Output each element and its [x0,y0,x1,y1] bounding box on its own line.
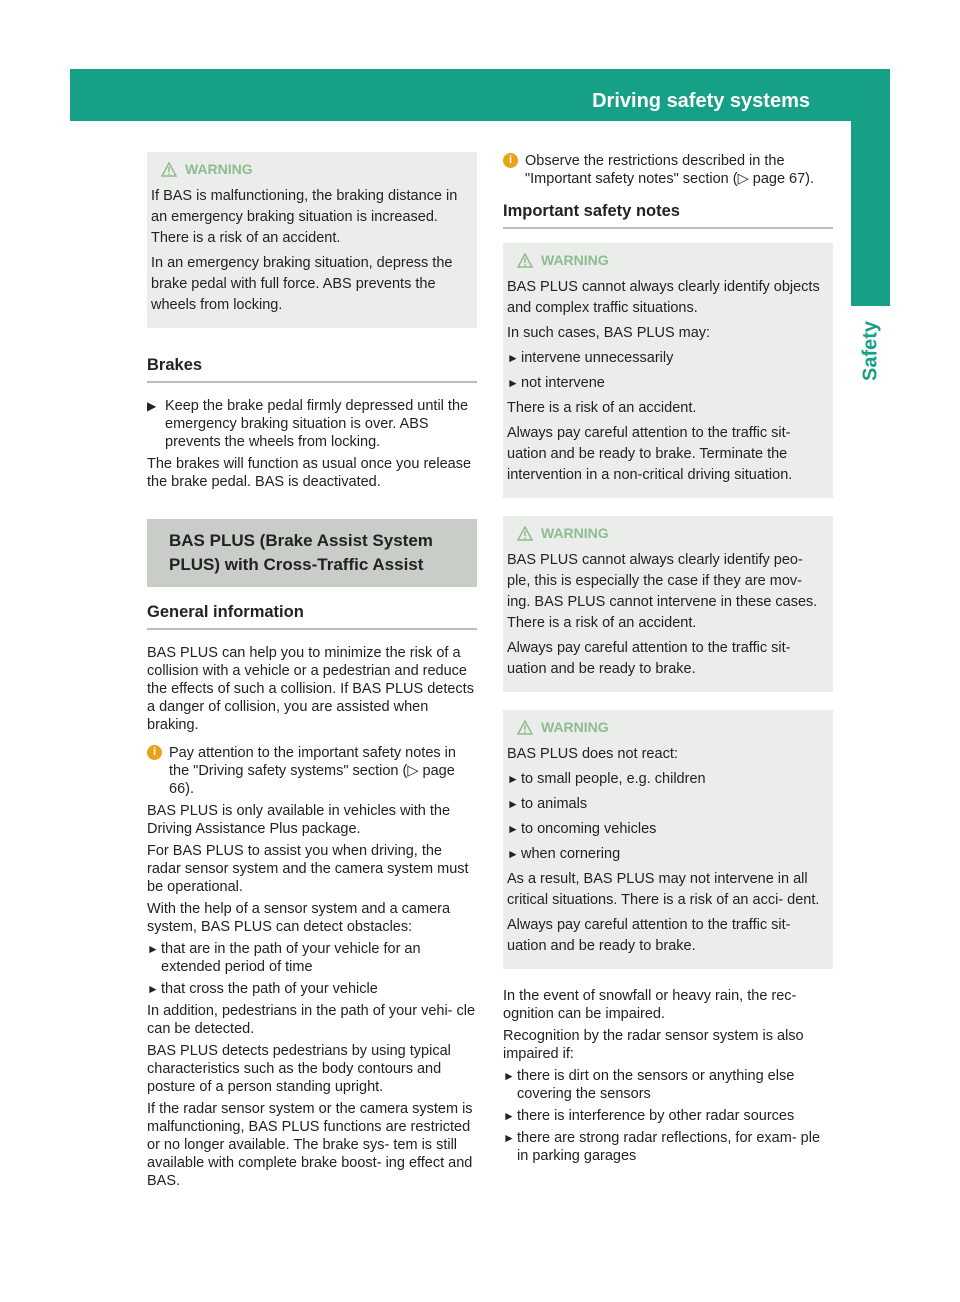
list-item-text: there are strong radar reflections, for exam- ple in parking garages [517,1130,821,1164]
list-item-text: there is dirt on the sensors or anything else covering the sensors [517,1068,795,1102]
info-text: Pay attention to the important safety notes in the "Driving safety systems" section (▷ page 66). [169,745,456,797]
bullet-icon: ► [147,982,159,996]
warning-label: WARNING [541,719,609,735]
list-item-text: there is interference by other radar sources [517,1108,795,1124]
header-bar [70,69,941,121]
warning-text: Always pay careful attention to the traffic sit- uation and be ready to brake. [507,917,791,954]
major-heading: BAS PLUS (Brake Assist System PLUS) with Cross-Traffic Assist [147,519,477,587]
warning-box-identify [503,243,833,498]
warning-triangle-icon [161,162,177,177]
paragraph: BAS PLUS detects pedestrians by using typical characteristics such as the body contours and posture of a person standing upright. [147,1043,451,1095]
arrow-right-icon: ▶ [147,399,157,413]
bullet-icon: ► [507,772,519,786]
warning-text: If BAS is malfunctioning, the braking distance in an emergency braking situation is increased. There is a risk of an accident. [151,188,458,246]
header-separator [902,69,905,121]
paragraph: With the help of a sensor system and a camera system, BAS PLUS can detect obstacles: [147,901,451,935]
section-tab-bar [851,121,890,306]
list-item [147,980,477,998]
left-column [147,152,477,1194]
paragraph: In addition, pedestrians in the path of your vehi- cle can be detected. [147,1003,476,1037]
list-item [147,940,477,976]
warning-text: Always pay careful attention to the traffic sit- uation and be ready to brake. [507,640,791,677]
warning-list-item [507,348,827,369]
warning-triangle-icon [517,253,533,268]
warning-list-item [507,819,827,840]
warning-list-item [507,794,827,815]
warning-label: WARNING [541,525,609,541]
warning-box-people [503,516,833,692]
warning-text: BAS PLUS does not react: [507,746,678,762]
section-tab-text: Safety [859,320,881,382]
bullet-icon: ► [503,1109,515,1123]
warning-header [517,718,827,736]
warning-list-item [507,769,827,790]
right-column [503,152,833,1169]
bullet-icon: ► [503,1131,515,1145]
warning-header [517,524,827,542]
list-item-text: that cross the path of your vehicle [161,981,378,997]
paragraph: Recognition by the radar sensor system is also impaired if: [503,1028,804,1062]
bullet-icon: ► [507,376,519,390]
warning-list-item [507,373,827,394]
warning-header [517,251,827,269]
bullet-icon: ► [147,942,159,956]
paragraph: In the event of snowfall or heavy rain, the rec- ognition can be impaired. [503,988,797,1022]
step-text: Keep the brake pedal firmly depressed until the emergency braking situation is over. ABS prevents the wheels from locking. [165,398,469,450]
list-item-text: that are in the path of your vehicle for an extended period of time [161,941,421,975]
list-item [503,1129,833,1165]
info-icon: i [147,745,162,760]
warning-box-bas [147,152,477,328]
warning-text: In an emergency braking situation, depress the brake pedal with full force. ABS prevents the wheels from locking. [151,255,453,313]
warning-triangle-icon [517,720,533,735]
info-note [147,744,477,798]
warning-label: WARNING [185,161,253,177]
paragraph: BAS PLUS is only available in vehicles with the Driving Assistance Plus package. [147,803,451,837]
warning-text: There is a risk of an accident. [507,400,697,416]
list-item-text: to oncoming vehicles [521,821,657,837]
paragraph: The brakes will function as usual once you release the brake pedal. BAS is deactivated. [147,456,472,490]
page-number: 67 [918,90,941,112]
list-item-text: intervene unnecessarily [521,350,674,366]
list-item [503,1067,833,1103]
warning-text: BAS PLUS cannot always clearly identify objects and complex traffic situations. [507,279,820,316]
warning-header [161,160,471,178]
list-item-text: to small people, e.g. children [521,771,706,787]
info-icon: i [503,153,518,168]
warning-list-item [507,844,827,865]
info-note [503,152,833,188]
instruction-step [147,397,477,451]
header-title: Driving safety systems [592,90,810,112]
paragraph: For BAS PLUS to assist you when driving, the radar sensor system and the camera system must be operational. [147,843,469,895]
bullet-icon: ► [507,797,519,811]
list-item-text: not intervene [521,375,605,391]
bullet-icon: ► [503,1069,515,1083]
list-item-text: to animals [521,796,588,812]
warning-box-no-react [503,710,833,969]
list-item [503,1107,833,1125]
section-title-brakes: Brakes [147,356,477,383]
warning-text: BAS PLUS cannot always clearly identify peo- ple, this is especially the case if they are mov- ing. BAS PLUS cannot intervene in these cases. There is a risk of an accident. [507,552,818,631]
warning-label: WARNING [541,252,609,268]
paragraph: BAS PLUS can help you to minimize the risk of a collision with a vehicle or a pedestrian and reduce the effects of such a collision. If BAS PLUS detects a danger of collision, you are assisted when braking. [147,645,474,733]
warning-text: As a result, BAS PLUS may not intervene in all critical situations. There is a risk of an acci- dent. [507,871,820,908]
info-text: Observe the restrictions described in the "Important safety notes" section (▷ page 67). [525,153,815,187]
warning-text: In such cases, BAS PLUS may: [507,325,711,341]
section-title-important: Important safety notes [503,202,833,229]
warning-triangle-icon [517,526,533,541]
bullet-icon: ► [507,847,519,861]
bullet-icon: ► [507,822,519,836]
bullet-icon: ► [507,351,519,365]
warning-text: Always pay careful attention to the traffic sit- uation and be ready to brake. Terminate the intervention in a non-critical driving situation. [507,425,793,483]
paragraph: If the radar sensor system or the camera system is malfunctioning, BAS PLUS functions are restricted or no longer available. The brake sys- tem is still available with complete brake boost- ing effect and BAS. [147,1101,473,1189]
section-title-general: General information [147,603,477,630]
section-tab-label [851,306,890,396]
list-item-text: when cornering [521,846,621,862]
